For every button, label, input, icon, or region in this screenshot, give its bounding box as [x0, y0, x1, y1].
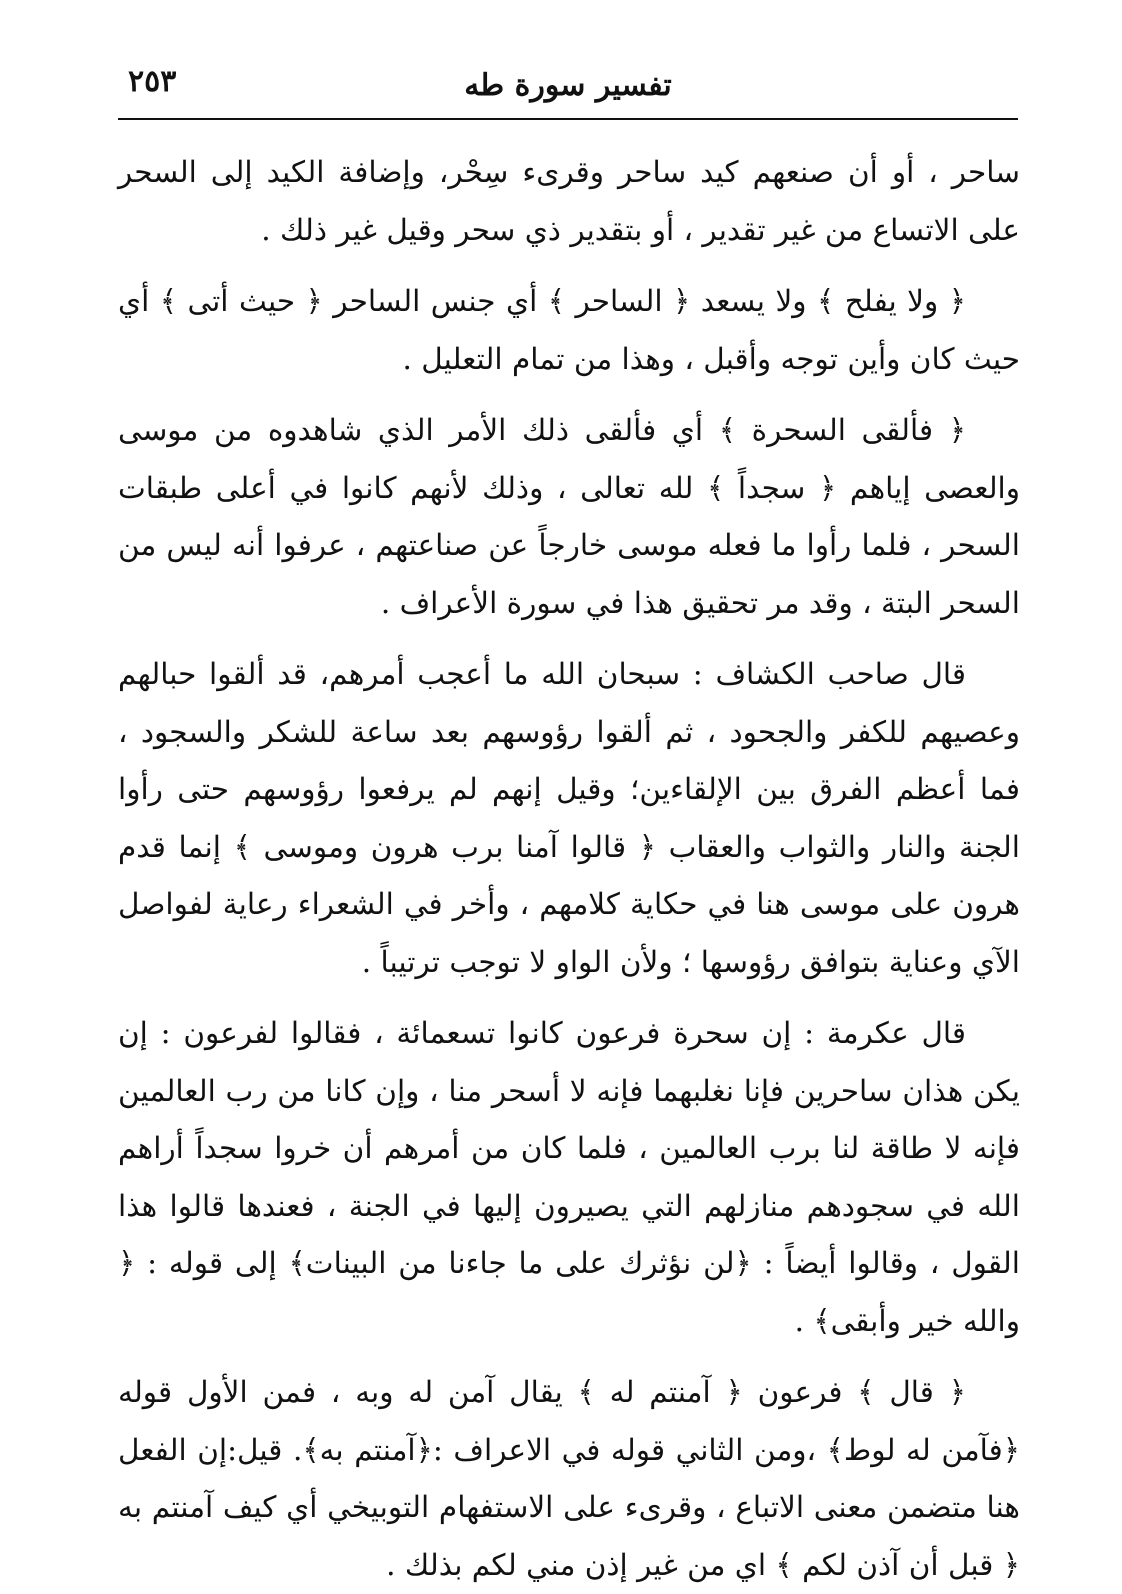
header-rule — [118, 118, 1018, 120]
page-body — [118, 144, 1020, 1594]
paragraph: قال عكرمة : إن سحرة فرعون كانوا تسعمائة ، فقالوا لفرعون : إن يكن هذان ساحرين فإنا نغلبهما فإنه لا أسحر منا ، وإن كانا من رب العالمين فإنه لا طاقة لنا برب العالمين ، فلما كان من أمرهم أن خروا سجداً أراهم الله في سجودهم منازلهم التي يصيرون إليها في الجنة ، فعندها قالوا هذا القول ، وقالوا أيضاً : ﴿لن نؤثرك على ما جاءنا من البينات﴾ إلى قوله : ﴿ والله خير وأبقى﴾ . — [118, 1016, 1020, 1338]
paragraph: ﴿ ولا يفلح ﴾ ولا يسعد ﴿ الساحر ﴾ أي جنس الساحر ﴿ حيث أتى ﴾ أي حيث كان وأين توجه وأقبل ، وهذا من تمام التعليل . — [118, 284, 1020, 376]
paragraph: ﴿ قال ﴾ فرعون ﴿ آمنتم له ﴾ يقال آمن له وبه ، فمن الأول قوله ﴿فآمن له لوط﴾ ،ومن الثاني قوله في الاعراف :﴿آمنتم به﴾. قيل:إن الفعل هنا متضمن معنى الاتباع ، وقرىء على الاستفهام التوبيخي أي كيف آمنتم به ﴿ قبل أن آذن لكم ﴾ اي من غير إذن مني لكم بذلك . — [118, 1375, 1020, 1582]
page-number: ٢٥٣ — [128, 64, 177, 99]
paragraph: ﴿ فألقى السحرة ﴾ أي فألقى ذلك الأمر الذي شاهدوه من موسى والعصى إياهم ﴿ سجداً ﴾ لله تعالى ، وذلك لأنهم كانوا في أعلى طبقات السحر ، فلما رأوا ما فعله موسى خارجاً عن صناعتهم ، عرفوا أنه ليس من السحر البتة ، وقد مر تحقيق هذا في سورة الأعراف . — [118, 413, 1020, 620]
running-title: تفسير سورة طه — [464, 68, 672, 103]
page-header — [118, 62, 1018, 114]
paragraph: ساحر ، أو أن صنعهم كيد ساحر وقرىء سِحْر، وإضافة الكيد إلى السحر على الاتساع من غير تقدير ، أو بتقدير ذي سحر وقيل غير ذلك . — [118, 155, 1020, 247]
paragraph: قال صاحب الكشاف : سبحان الله ما أعجب أمرهم، قد ألقوا حبالهم وعصيهم للكفر والجحود ، ثم ألقوا رؤوسهم بعد ساعة للشكر والسجود ، فما أعظم الفرق بين الإلقاءين؛ وقيل إنهم لم يرفعوا رؤوسهم حتى رأوا الجنة والنار والثواب والعقاب ﴿ قالوا آمنا برب هرون وموسى ﴾ إنما قدم هرون على موسى هنا في حكاية كلامهم ، وأخر في الشعراء رعاية لفواصل الآي وعناية بتوافق رؤوسها ؛ ولأن الواو لا توجب ترتيباً . — [118, 657, 1020, 979]
